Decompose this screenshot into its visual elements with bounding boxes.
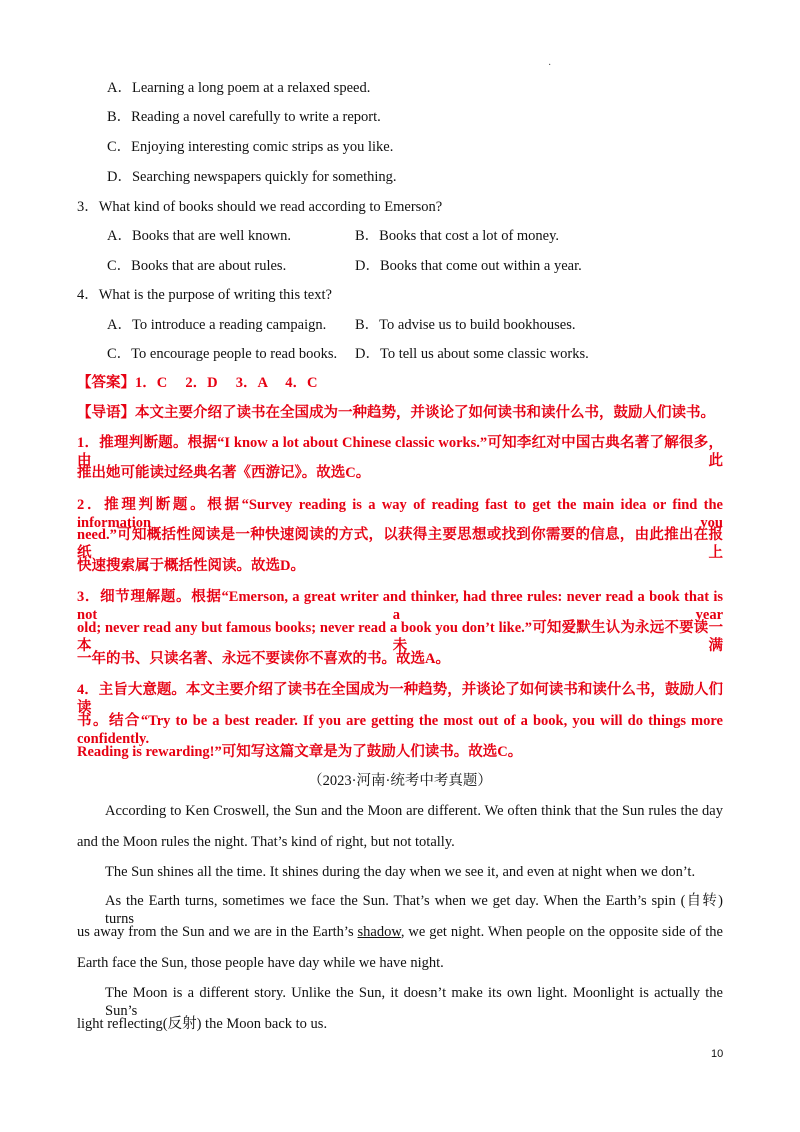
guide-line: 【导语】本文主要介绍了读书在全国成为一种趋势，并谈论了如何读书和读什么书，鼓励人们读书。 bbox=[77, 405, 715, 421]
q4-option-d: D．To tell us about some classic works. bbox=[355, 346, 589, 362]
explanation-3-line-2: old; never read any but famous books; never read a book you don’t like.”可知爱默生认为永远不要读一本未满 bbox=[77, 620, 723, 654]
q3-option-d: D．Books that come out within a year. bbox=[355, 258, 582, 274]
page-number: 10 bbox=[711, 1048, 724, 1060]
q2-option-d: D．Searching newspapers quickly for something. bbox=[107, 169, 397, 185]
q2-option-c: C．Enjoying interesting comic strips as you like. bbox=[107, 139, 394, 155]
q4-stem: 4．What is the purpose of writing this text? bbox=[77, 287, 332, 303]
explanation-4-line-1: 4．主旨大意题。本文主要介绍了读书在全国成为一种趋势，并谈论了如何读书和读什么书，鼓励人们读 bbox=[77, 682, 723, 716]
passage-p3-line-3: Earth face the Sun, those people have day while we have night. bbox=[77, 955, 444, 971]
explanation-3-line-1: 3．细节理解题。根据“Emerson, a great writer and thinker, had three rules: never read a book that is not a year bbox=[77, 589, 723, 623]
explanation-2-line-2: need.”可知概括性阅读是一种快速阅读的方式，以获得主要思想或找到你需要的信息，由此推出在报纸上 bbox=[77, 527, 723, 561]
q3-option-b: B．Books that cost a lot of money. bbox=[355, 228, 560, 244]
q3-stem: 3．What kind of books should we read according to Emerson? bbox=[77, 199, 443, 215]
q2-option-a: A．Learning a long poem at a relaxed speed. bbox=[107, 80, 371, 96]
q4-option-a: A．To introduce a reading campaign. bbox=[107, 317, 327, 333]
explanation-2-line-3: 快速搜索属于概括性阅读。故选D。 bbox=[77, 558, 305, 574]
q2-option-b: B．Reading a novel carefully to write a report. bbox=[107, 109, 381, 125]
passage-p3-line-2 bbox=[77, 923, 723, 941]
passage-p1-line-1: According to Ken Croswell, the Sun and the Moon are different. We often think that the Sun rules the day bbox=[105, 803, 723, 819]
source-label: （2023·河南·统考中考真题） bbox=[308, 773, 492, 789]
q3-option-c: C．Books that are about rules. bbox=[107, 258, 287, 274]
q4-option-b: B．To advise us to build bookhouses. bbox=[355, 317, 576, 333]
passage-p4-line-1: The Moon is a different story. Unlike the Sun, it doesn’t make its own light. Moonlight is actually the Sun’s bbox=[105, 985, 723, 1019]
passage-p4-line-2: light reflecting(反射) the Moon back to us. bbox=[77, 1016, 328, 1032]
explanation-1-line-2: 推出她可能读过经典名著《西游记》。故选C。 bbox=[77, 465, 371, 481]
passage-p1-line-2: and the Moon rules the night. That’s kind of right, but not totally. bbox=[77, 834, 455, 850]
page-mark: · bbox=[548, 60, 552, 71]
explanation-3-line-3: 一年的书、只读名著、永远不要读你不喜欢的书。故选A。 bbox=[77, 651, 450, 667]
q4-option-c: C．To encourage people to read books. bbox=[107, 346, 338, 362]
explanation-4-line-2: 书。结合“Try to be a best reader. If you are getting the most out of a book, you will do things more confidently. bbox=[77, 713, 723, 747]
passage-p3-line-2-pre: us away from the Sun and we are in the Earth’s bbox=[77, 924, 358, 940]
explanation-2-line-1: 2．推理判断题。根据“Survey reading is a way of reading fast to get the main idea or find the information you bbox=[77, 497, 723, 531]
passage-p3-line-2-post: , we get night. When people on the opposite side of the bbox=[400, 924, 723, 940]
q3-option-a: A．Books that are well known. bbox=[107, 228, 292, 244]
underlined-word-shadow: shadow bbox=[357, 924, 401, 940]
answer-line: 【答案】1．C 2．D 3．A 4．C bbox=[77, 375, 318, 391]
passage-p3-line-1: As the Earth turns, sometimes we face the Sun. That’s when we get day. When the Earth’s spin (自转) turns bbox=[105, 893, 723, 927]
passage-p2: The Sun shines all the time. It shines during the day when we see it, and even at night when we don’t. bbox=[105, 864, 696, 880]
explanation-4-line-3: Reading is rewarding!”可知写这篇文章是为了鼓励人们读书。故选C。 bbox=[77, 744, 523, 760]
explanation-1-line-1: 1．推理判断题。根据“I know a lot about Chinese classic works.”可知李红对中国古典名著了解很多，由此 bbox=[77, 435, 723, 469]
